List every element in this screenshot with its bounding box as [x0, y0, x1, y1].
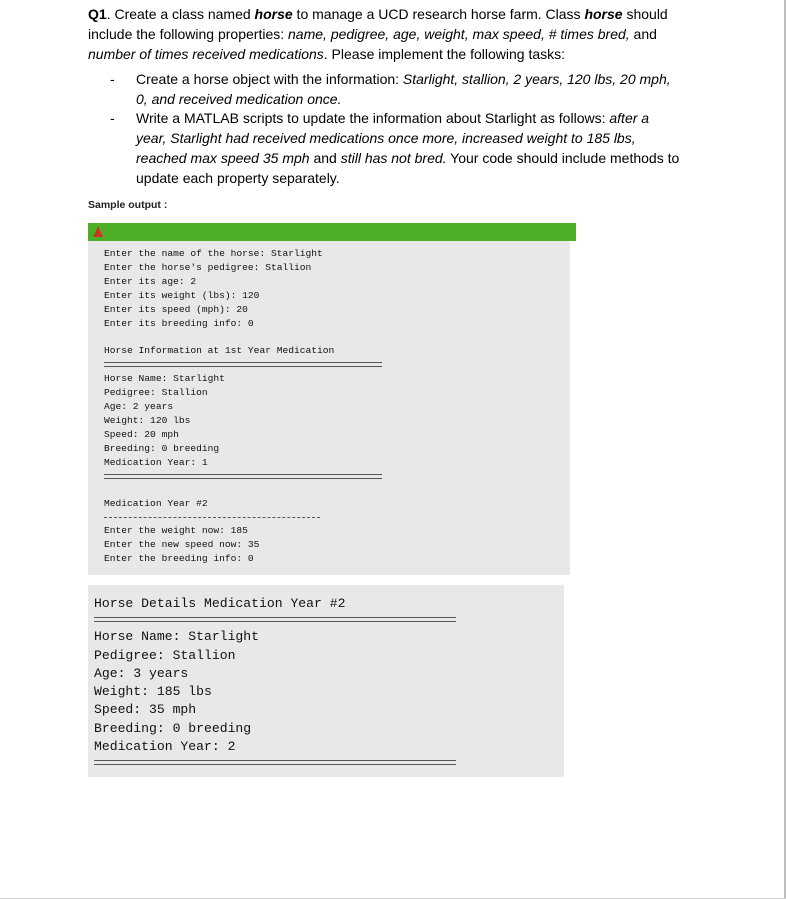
output-line: Breeding: 0 breeding: [94, 720, 252, 736]
console-bar-extension: [570, 223, 576, 241]
info-heading: Horse Information at 1st Year Medication: [104, 345, 335, 357]
console-update-lines: [104, 524, 382, 566]
output-line: Pedigree: Stallion: [94, 647, 236, 663]
text-run: Starlight, stallion, 2 years, 120 lbs, 20 mph, 0, and received medication once.: [136, 71, 671, 107]
output-line: Enter its speed (mph): 20: [104, 303, 248, 315]
output-line: Weight: 120 lbs: [104, 414, 191, 426]
output-line: Enter its breeding info: 0: [104, 317, 254, 329]
double-rule: [94, 617, 456, 622]
sample-output-label: Sample output :: [88, 199, 168, 211]
output-line: Age: 2 years: [104, 401, 174, 413]
task-list: [110, 70, 680, 188]
details-output: [94, 595, 456, 771]
output-line: Enter the weight now: 185: [104, 525, 248, 537]
output-line: Enter the horse's pedigree: Stallion: [104, 261, 312, 273]
double-rule: [104, 362, 382, 367]
output-line: Horse Name: Starlight: [104, 373, 225, 385]
text-run: . Please implement the following tasks:: [323, 46, 566, 62]
output-line: Medication Year: 1: [104, 456, 208, 468]
text-run: name, pedigree, age, weight, max speed, # times bred,: [288, 26, 630, 42]
task-item: [110, 109, 680, 188]
text-run: should include the following properties:: [88, 6, 668, 42]
text-run: and: [629, 26, 657, 42]
text-run: Your code should include methods to update each property separately.: [136, 149, 680, 186]
text-run: horse: [584, 6, 623, 22]
output-line: Enter the breeding info: 0: [104, 553, 254, 565]
details-lines: [94, 628, 456, 756]
details-heading: Horse Details Medication Year #2: [94, 596, 346, 611]
question-number: Q1: [88, 6, 107, 22]
console-title-bar: [88, 223, 570, 241]
task-text: [136, 110, 679, 185]
dashed-rule: [104, 517, 320, 518]
question-text: [88, 4, 688, 64]
text-run: after a year, Starlight had received medications once more, increased weight to 185 lbs, reached max speed 35 mph: [136, 110, 650, 166]
console-info-lines: [104, 372, 382, 469]
horse-details-screenshot: [88, 585, 564, 777]
console-input-lines: [104, 247, 382, 330]
output-line: Enter the new speed now: 35: [104, 539, 260, 551]
medication-heading: Medication Year #2: [104, 498, 208, 510]
output-line: Enter its age: 2: [104, 275, 197, 287]
output-line: Age: 3 years: [94, 665, 189, 681]
output-line: Medication Year: 2: [94, 739, 236, 755]
double-rule: [104, 474, 382, 479]
double-rule: [94, 760, 456, 765]
bullet-dash: -: [110, 71, 115, 87]
output-line: Enter the name of the horse: Starlight: [104, 248, 323, 259]
text-run: and: [309, 149, 341, 166]
task-text: [136, 71, 671, 107]
text-run: Create a horse object with the information:: [136, 71, 403, 87]
text-run: horse: [254, 6, 293, 22]
matlab-console-screenshot: [88, 223, 570, 575]
output-line: Speed: 20 mph: [104, 428, 179, 440]
output-line: Enter its weight (lbs): 120: [104, 289, 260, 301]
output-line: Weight: 185 lbs: [94, 684, 212, 700]
output-line: Horse Name: Starlight: [94, 629, 260, 645]
text-run: to manage a UCD research horse farm. Class: [292, 6, 585, 22]
text-run: number of times received medications: [88, 46, 324, 62]
task-item: [110, 70, 680, 109]
output-line: Pedigree: Stallion: [104, 387, 208, 399]
bullet-dash: -: [110, 110, 115, 127]
text-run: . Create a class named: [106, 6, 255, 22]
text-run: Write a MATLAB scripts to update the information about Starlight as follows:: [136, 110, 610, 127]
output-line: Breeding: 0 breeding: [104, 442, 220, 454]
text-run: still has not bred.: [340, 149, 447, 166]
question-body: [88, 6, 668, 62]
matlab-logo-icon: [93, 226, 103, 237]
console-output: [104, 247, 382, 566]
output-line: Speed: 35 mph: [94, 702, 197, 718]
